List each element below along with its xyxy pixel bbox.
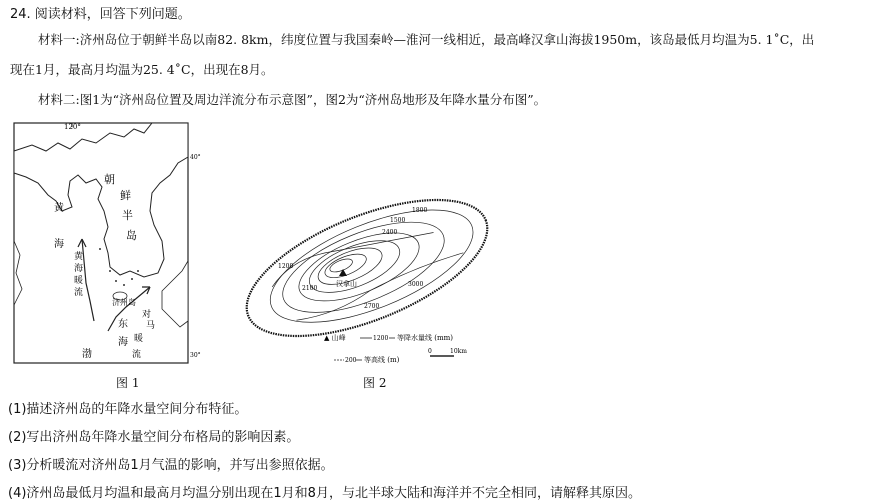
scale-end: 10km — [450, 348, 467, 355]
place-label: 岛 — [126, 229, 137, 242]
subquestion-3: (3)分析暖流对济州岛1月气温的影响，并写出参照依据。 — [8, 458, 334, 473]
place-label: 黄 — [74, 252, 84, 262]
lat-label: 30° — [190, 352, 201, 359]
place-label: 流 — [132, 350, 142, 360]
contour-label: 1800 — [412, 207, 428, 214]
place-label: 马 — [146, 321, 156, 331]
subquestion-4: (4)济州岛最低月均温和最高月均温分别出现在1月和8月，与北半球大陆和海洋并不完全相同，请解释其原因。 — [8, 486, 641, 501]
lon-label: 120° — [64, 123, 81, 131]
place-label: 黄 — [54, 203, 64, 214]
place-label: 半 — [122, 209, 133, 222]
contour-label: 2100 — [302, 285, 318, 292]
figure-1-map — [12, 121, 202, 367]
figure-2-caption: 图 2 — [363, 376, 387, 390]
legend-precip-value: 1200 — [373, 335, 389, 342]
figure-2-legend — [324, 333, 467, 364]
figure-1-caption: 图 1 — [116, 376, 140, 390]
legend-contour-value: 200 — [345, 357, 357, 364]
subquestion-1: (1)描述济州岛的年降水量空间分布特征。 — [8, 402, 248, 417]
material-2: 材料二:图1为“济州岛位置及周边洋流分布示意图”，图2为“济州岛地形及年降水量分布图”。 — [38, 92, 547, 107]
material-1-line-1: 材料一:济州岛位于朝鲜半岛以南82. 8km，纬度位置与我国秦岭—淮河一线相近，最高峰汉拿山海拔1950m，该岛最低月均温为5. 1˚C，出 — [38, 32, 815, 47]
place-label: 东 — [118, 319, 128, 330]
contour-label: 2400 — [382, 229, 398, 236]
legend-precip: 等降水量线 (mm) — [397, 334, 453, 342]
place-label: 暖 — [134, 334, 144, 344]
place-label: 暖 — [74, 276, 84, 286]
place-label: 流 — [74, 288, 84, 298]
peak-label: 汉拿山 — [336, 280, 357, 288]
material-1-line-2: 现在1月，最高月均温为25. 4˚C，出现在8月。 — [10, 62, 274, 77]
contour-label: 1200 — [278, 263, 294, 270]
contour-label: 1500 — [390, 217, 406, 224]
question-title: 24. 阅读材料，回答下列问题。 — [10, 7, 191, 22]
legend-contour: 等高线 (m) — [364, 356, 400, 364]
contour-label: 2700 — [364, 303, 380, 310]
place-label: 渤 — [82, 349, 92, 360]
place-label: 朝 — [104, 173, 115, 186]
place-label: 海 — [118, 337, 128, 348]
jeju-label: 济州岛 — [112, 298, 136, 307]
legend-peak: ▲ 山峰 — [324, 334, 346, 342]
figure-2-map — [232, 190, 502, 372]
scale-start: 0 — [428, 348, 432, 355]
contour-label: 3000 — [408, 281, 424, 288]
place-label: 鲜 — [120, 189, 131, 202]
subquestion-2: (2)写出济州岛年降水量空间分布格局的影响因素。 — [8, 430, 300, 445]
place-label: 海 — [54, 239, 64, 250]
place-label: 对 — [142, 310, 152, 320]
place-label: 海 — [74, 264, 84, 274]
lat-label: 40° — [190, 154, 201, 161]
